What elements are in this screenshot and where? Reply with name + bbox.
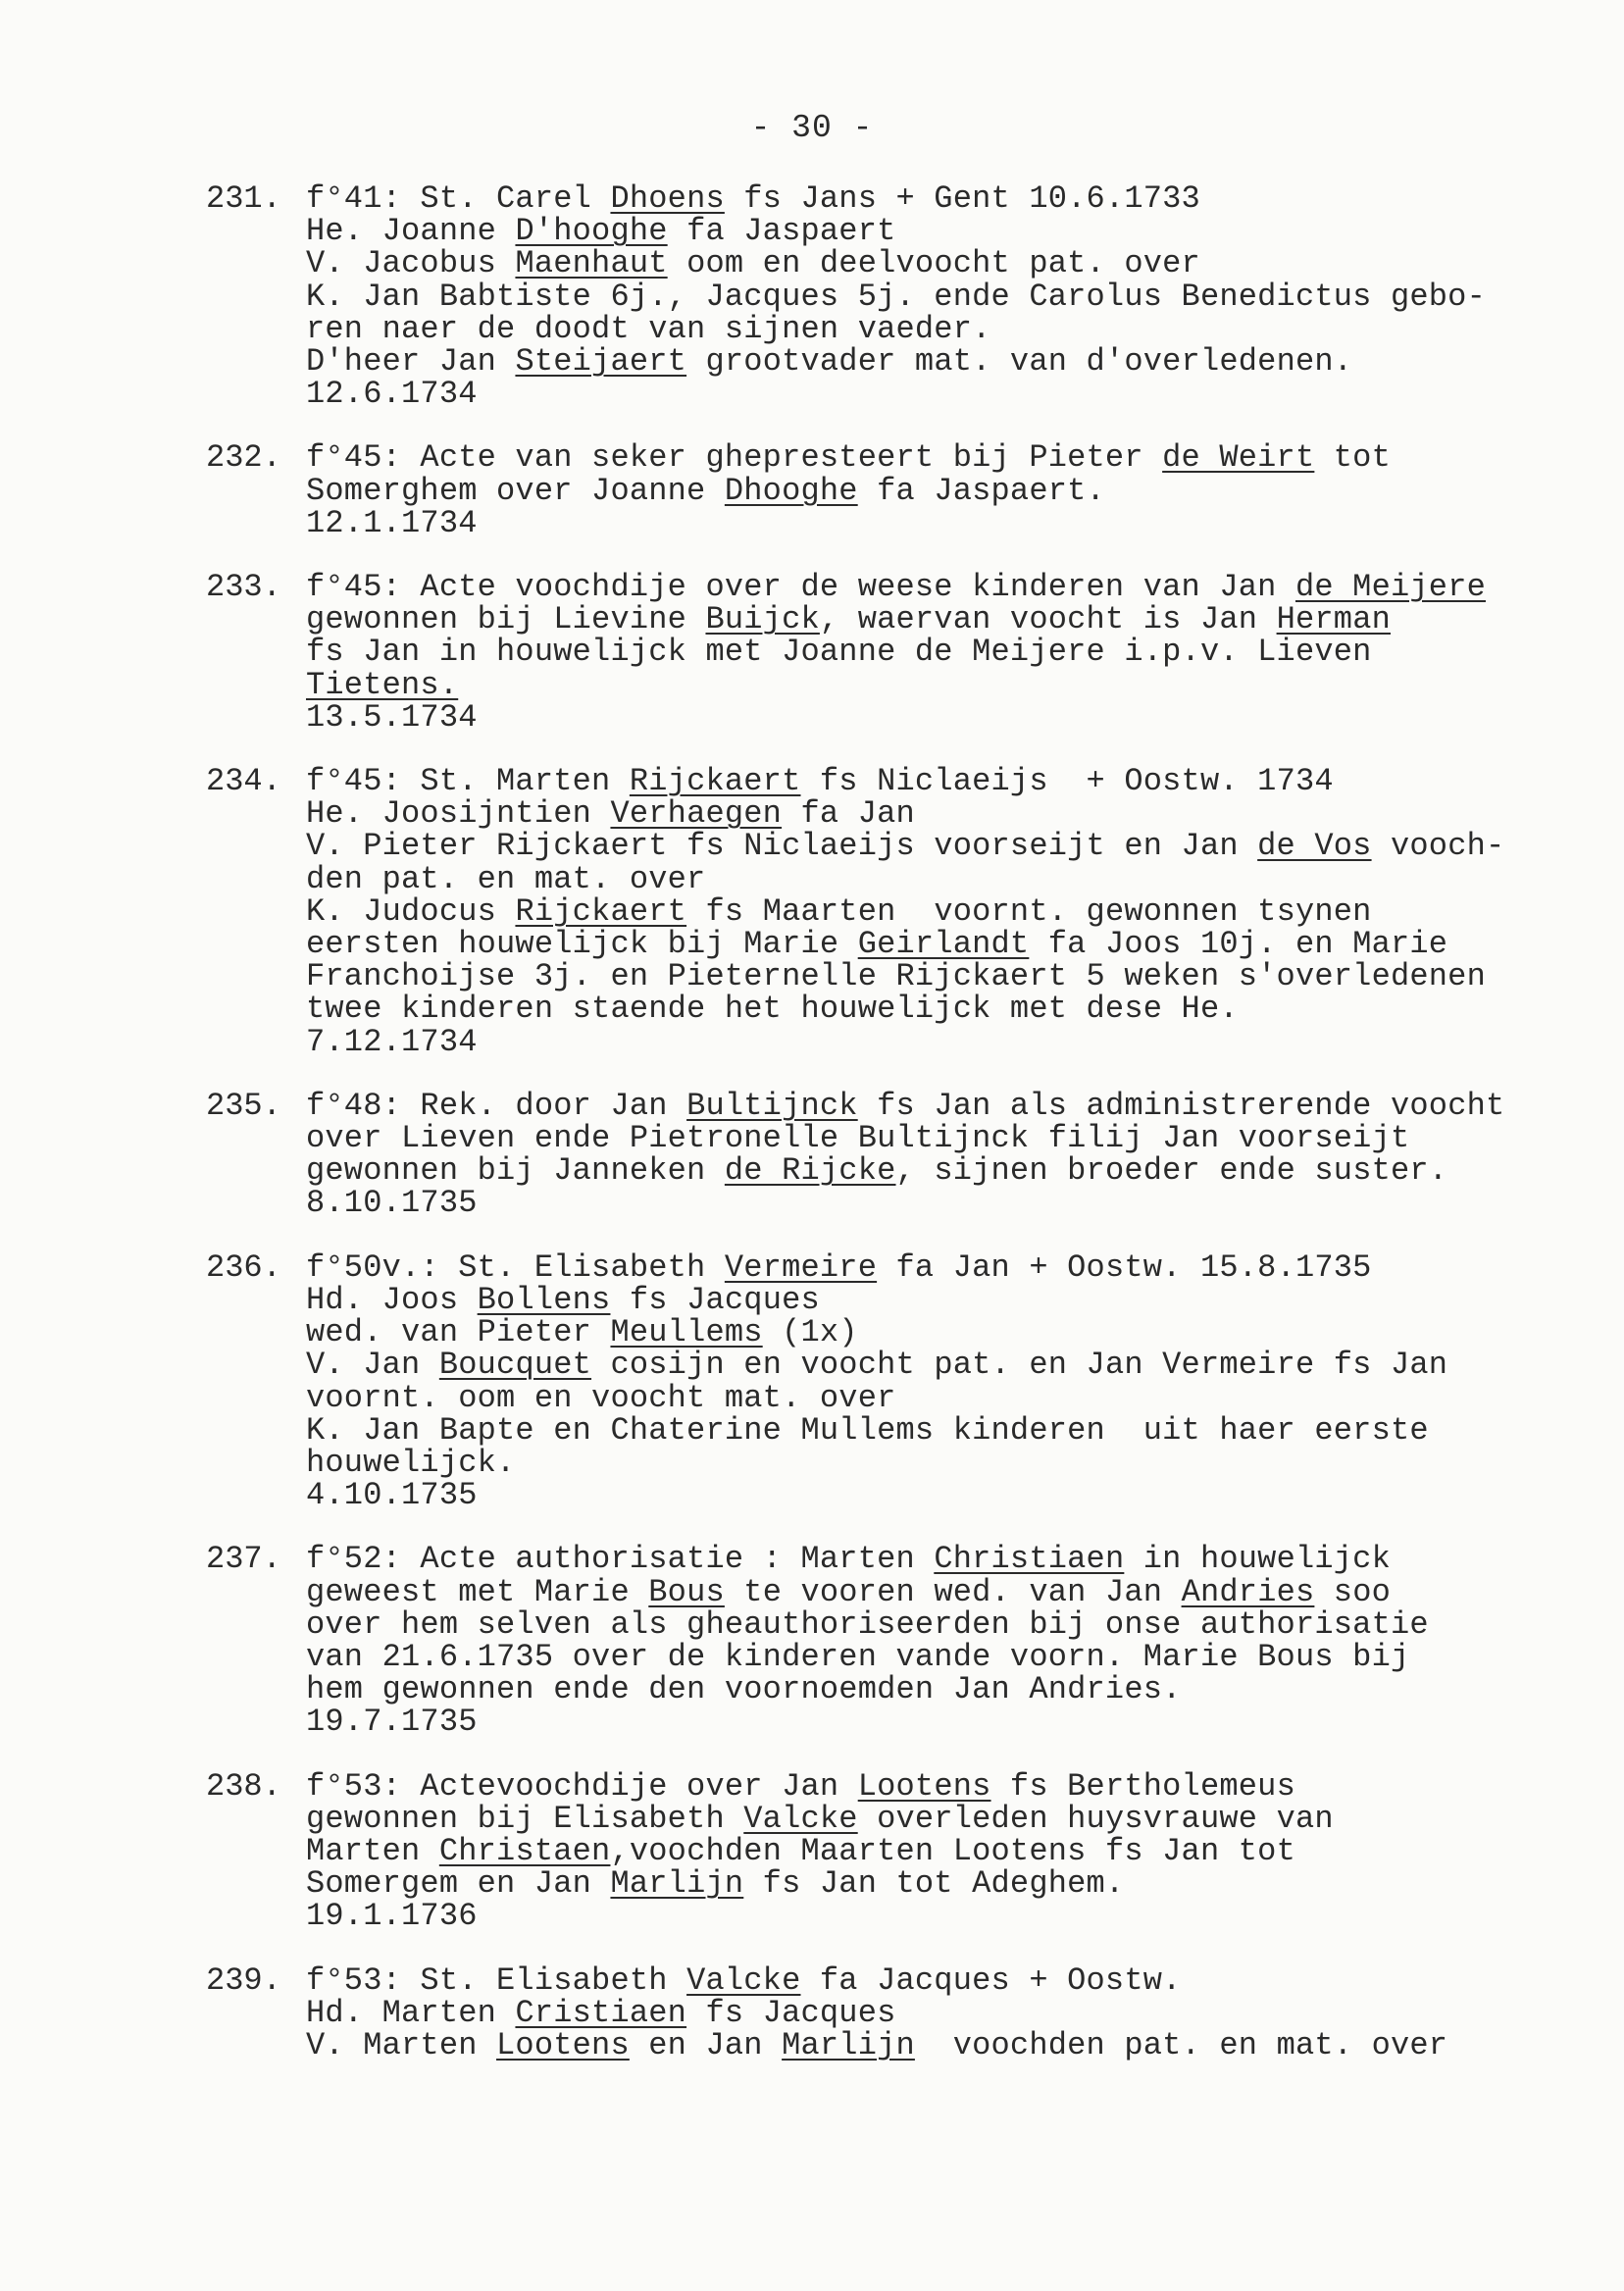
entry-text <box>306 1961 1599 2063</box>
text-segment: V. Jan <box>306 1347 439 1384</box>
entry <box>206 1087 1599 1222</box>
text-line <box>306 960 1599 993</box>
text-line <box>306 1865 1599 1903</box>
text-line <box>306 1477 1599 1514</box>
text-segment: f°45: Acte voochdije over de weese kinderen van Jan <box>306 569 1295 606</box>
text-segment: te vooren wed. van Jan <box>724 1573 1182 1610</box>
text-segment: fa Jan + Oostw. 15.8.1735 <box>877 1248 1372 1286</box>
text-segment: voornt. oom en voocht mat. over <box>306 1379 896 1416</box>
entry-text <box>306 765 1599 1058</box>
text-line <box>306 698 1599 736</box>
underlined-name: Dhooghe <box>724 472 858 509</box>
text-segment: overleden huysvrauwe van <box>857 1800 1334 1837</box>
text-line <box>306 1087 1599 1124</box>
text-line <box>306 1379 1599 1416</box>
underlined-name: Bultijnck <box>686 1087 858 1124</box>
entry-text <box>306 1767 1599 1935</box>
text-segment: Hd. Marten <box>306 1994 516 2031</box>
underlined-name: Boucquet <box>438 1347 592 1384</box>
text-line <box>306 1023 1599 1060</box>
text-segment: vooch- <box>1371 828 1505 865</box>
text-segment: V. Jacobus <box>306 245 516 282</box>
entry-list <box>206 182 1599 2093</box>
text-segment: eersten houwelijck bij Marie <box>306 926 858 963</box>
text-segment: wed. van Pieter <box>306 1314 611 1351</box>
entry-number: 239. <box>206 1961 281 1999</box>
text-segment: V. Marten <box>306 2026 497 2063</box>
entry <box>206 1961 1599 2063</box>
text-segment: ren naer de doodt van sijnen vaeder. <box>306 310 991 347</box>
underlined-name: Cristiaen <box>515 1994 687 2031</box>
text-line <box>306 763 1599 800</box>
underlined-name: Maenhaut <box>515 245 668 282</box>
text-segment: over hem selven als gheauthoriseerden bij onse authorisatie <box>306 1605 1429 1643</box>
text-line <box>306 472 1599 509</box>
text-segment: houwelijck. <box>306 1444 516 1481</box>
text-segment: ,voochden Maarten Lootens fs Jan tot <box>610 1832 1295 1869</box>
text-segment: fs Jan tot Adeghem. <box>743 1865 1125 1903</box>
text-segment: oom en deelvoocht pat. over <box>667 245 1200 282</box>
text-line <box>306 1248 1599 1286</box>
underlined-name: Valcke <box>743 1800 858 1837</box>
text-line <box>306 376 1599 413</box>
underlined-name: de Rijcke <box>724 1152 896 1190</box>
text-segment: fs Jacques <box>610 1281 820 1318</box>
entry <box>206 1248 1599 1514</box>
entry-number: 235. <box>206 1087 281 1124</box>
entry-number: 231. <box>206 180 281 217</box>
underlined-name: Verhaegen <box>610 795 783 833</box>
entry-number: 236. <box>206 1248 281 1286</box>
entry-number: 232. <box>206 439 281 477</box>
underlined-name: Andries <box>1181 1573 1315 1610</box>
text-line <box>306 892 1599 930</box>
entry-number: 238. <box>206 1767 281 1805</box>
underlined-name: D'hooghe <box>515 213 668 250</box>
text-segment: f°45: Acte van seker ghepresteert bij Pieter <box>306 439 1163 477</box>
text-line <box>306 1281 1599 1318</box>
text-line <box>306 1961 1599 1999</box>
entry <box>206 1767 1599 1935</box>
text-segment: , sijnen broeder ende suster. <box>895 1152 1448 1190</box>
text-segment: fs Maarten voornt. gewonnen tsynen <box>686 892 1372 930</box>
underlined-name: Geirlandt <box>857 926 1030 963</box>
text-segment: fs Jan in houwelijck met Joanne de Meijere i.p.v. Lieven <box>306 634 1372 671</box>
underlined-name: Vermeire <box>724 1248 878 1286</box>
text-segment: Somergem en Jan <box>306 1865 611 1903</box>
text-segment: 7.12.1734 <box>306 1023 478 1060</box>
underlined-name: Lootens <box>496 2026 630 2063</box>
text-segment: geweest met Marie <box>306 1573 649 1610</box>
underlined-name: Marlijn <box>782 2026 915 2063</box>
text-line <box>306 1573 1599 1610</box>
text-segment: D'heer Jan <box>306 343 516 381</box>
text-segment: tot <box>1314 439 1391 477</box>
underlined-name: Steijaert <box>515 343 687 381</box>
text-segment: gewonnen bij Janneken <box>306 1152 725 1190</box>
text-line <box>306 1185 1599 1222</box>
entry <box>206 1541 1599 1741</box>
text-line <box>306 504 1599 541</box>
text-segment: van 21.6.1735 over de kinderen vande voorn. Marie Bous bij <box>306 1638 1410 1675</box>
text-segment: 13.5.1734 <box>306 698 478 736</box>
underlined-name: Valcke <box>686 1961 801 1999</box>
text-segment: over Lieven ende Pietronelle Bultijnck filij Jan voorseijt <box>306 1120 1410 1157</box>
underlined-name: de Vos <box>1257 828 1372 865</box>
text-segment: Somerghem over Joanne <box>306 472 725 509</box>
text-line <box>306 1411 1599 1449</box>
text-segment: 12.6.1734 <box>306 376 478 413</box>
text-segment: He. Joosijntien <box>306 795 611 833</box>
text-line <box>306 1316 1599 1349</box>
entry <box>206 180 1599 413</box>
text-segment: grootvader mat. van d'overledenen. <box>686 343 1353 381</box>
text-segment: gewonnen bij Lievine <box>306 601 706 638</box>
text-segment: den pat. en mat. over <box>306 860 706 897</box>
text-segment: K. Jan Babtiste 6j., Jacques 5j. ende Carolus Benedictus gebo- <box>306 278 1486 315</box>
underlined-name: Dhoens <box>610 180 725 217</box>
text-line <box>306 1638 1599 1675</box>
text-line <box>306 280 1599 313</box>
entry-number: 233. <box>206 569 281 606</box>
entry-text <box>306 1541 1599 1741</box>
text-line <box>306 1120 1599 1157</box>
entry-text <box>306 1087 1599 1222</box>
text-segment: fa Jaspaert. <box>857 472 1105 509</box>
text-segment: f°52: Acte authorisatie : Marten <box>306 1541 935 1578</box>
underlined-name: Christiaen <box>934 1541 1125 1578</box>
text-segment: twee kinderen staende het houwelijck met dese He. <box>306 991 1239 1028</box>
underlined-name: Meullems <box>610 1314 763 1351</box>
text-segment: 12.1.1734 <box>306 504 478 541</box>
text-line <box>306 634 1599 671</box>
text-segment: en Jan <box>629 2026 783 2063</box>
text-segment: 8.10.1735 <box>306 1185 478 1222</box>
text-segment: fs Jans + Gent 10.6.1733 <box>724 180 1200 217</box>
text-segment: Marten <box>306 1832 439 1869</box>
underlined-name: Rijckaert <box>515 892 687 930</box>
text-segment: fs Niclaeijs + Oostw. 1734 <box>800 763 1334 800</box>
text-segment: hem gewonnen ende den voornoemden Jan Andries. <box>306 1671 1182 1708</box>
text-segment: cosijn en voocht pat. en Jan Vermeire fs Jan <box>591 1347 1448 1384</box>
entry-number: 237. <box>206 1541 281 1578</box>
text-segment: (1x) <box>762 1314 858 1351</box>
text-line <box>306 1673 1599 1706</box>
text-line <box>306 1704 1599 1741</box>
entry-text <box>306 180 1599 413</box>
text-segment: 19.7.1735 <box>306 1704 478 1741</box>
page-number: - 30 - <box>750 110 874 146</box>
text-line <box>306 1152 1599 1190</box>
text-segment: f°45: St. Marten <box>306 763 630 800</box>
underlined-name: Lootens <box>857 1767 991 1805</box>
text-segment: gewonnen bij Elisabeth <box>306 1800 744 1837</box>
text-segment: 19.1.1736 <box>306 1898 478 1935</box>
text-line <box>306 310 1599 347</box>
text-line <box>306 1994 1599 2031</box>
text-segment: in houwelijck <box>1124 1541 1391 1578</box>
text-line <box>306 860 1599 897</box>
underlined-name: Christaen <box>438 1832 611 1869</box>
text-segment: fs Bertholemeus <box>990 1767 1295 1805</box>
text-segment: f°50v.: St. Elisabeth <box>306 1248 725 1286</box>
text-line <box>306 1541 1599 1578</box>
text-line <box>306 603 1599 636</box>
text-segment: K. Judocus <box>306 892 516 930</box>
text-segment: fs Jan als administrerende voocht <box>857 1087 1505 1124</box>
text-line <box>306 795 1599 833</box>
underlined-name: Marlijn <box>610 1865 744 1903</box>
text-segment: He. Joanne <box>306 213 516 250</box>
text-line <box>306 1898 1599 1935</box>
text-line <box>306 1347 1599 1384</box>
text-line <box>306 1800 1599 1837</box>
text-line <box>306 343 1599 381</box>
text-segment: , waervan voocht is Jan <box>819 601 1277 638</box>
underlined-name: Buijck <box>705 601 820 638</box>
text-segment: f°48: Rek. door Jan <box>306 1087 687 1124</box>
text-line <box>306 569 1599 606</box>
text-segment: K. Jan Bapte en Chaterine Mullems kinderen uit haer eerste <box>306 1411 1429 1449</box>
entry-text <box>306 1248 1599 1514</box>
text-segment: fs Jacques <box>686 1994 896 2031</box>
text-segment: soo <box>1314 1573 1392 1610</box>
text-segment: Franchoijse 3j. en Pieternelle Rijckaert 5 weken s'overledenen <box>306 958 1486 995</box>
text-line <box>306 666 1599 703</box>
text-line <box>306 1444 1599 1481</box>
text-segment: voochden pat. en mat. over <box>914 2026 1448 2063</box>
underlined-name: de Meijere <box>1294 569 1486 606</box>
text-line <box>306 439 1599 477</box>
text-line <box>306 991 1599 1028</box>
underlined-name: Herman <box>1276 601 1391 638</box>
underlined-name: de Weirt <box>1162 439 1315 477</box>
text-segment: fa Joos 10j. en Marie <box>1029 926 1448 963</box>
entry-text <box>306 441 1599 539</box>
text-line <box>306 926 1599 963</box>
entry <box>206 441 1599 539</box>
text-segment: Hd. Joos <box>306 1281 478 1318</box>
entry <box>206 571 1599 734</box>
text-line <box>306 182 1599 215</box>
underlined-name: Bollens <box>477 1281 611 1318</box>
entry-text <box>306 571 1599 734</box>
text-segment: 4.10.1735 <box>306 1477 478 1514</box>
underlined-name: Bous <box>648 1573 725 1610</box>
text-line <box>306 247 1599 280</box>
text-line <box>306 828 1599 865</box>
text-segment: fa Jacques + Oostw. <box>800 1961 1182 1999</box>
text-line <box>306 1832 1599 1869</box>
text-segment: fa Jan <box>782 795 915 833</box>
entry <box>206 765 1599 1058</box>
text-segment: f°41: St. Carel <box>306 180 611 217</box>
text-segment: f°53: Actevoochdije over Jan <box>306 1767 858 1805</box>
text-segment: V. Pieter Rijckaert fs Niclaeijs voorseijt en Jan <box>306 828 1258 865</box>
text-line <box>306 1767 1599 1805</box>
text-segment: fa Jaspaert <box>667 213 896 250</box>
text-line <box>306 2026 1599 2063</box>
text-segment: f°53: St. Elisabeth <box>306 1961 687 1999</box>
text-line <box>306 213 1599 250</box>
underlined-name: Tietens. <box>306 666 459 703</box>
underlined-name: Rijckaert <box>629 763 801 800</box>
text-line <box>306 1605 1599 1643</box>
entry-number: 234. <box>206 763 281 800</box>
